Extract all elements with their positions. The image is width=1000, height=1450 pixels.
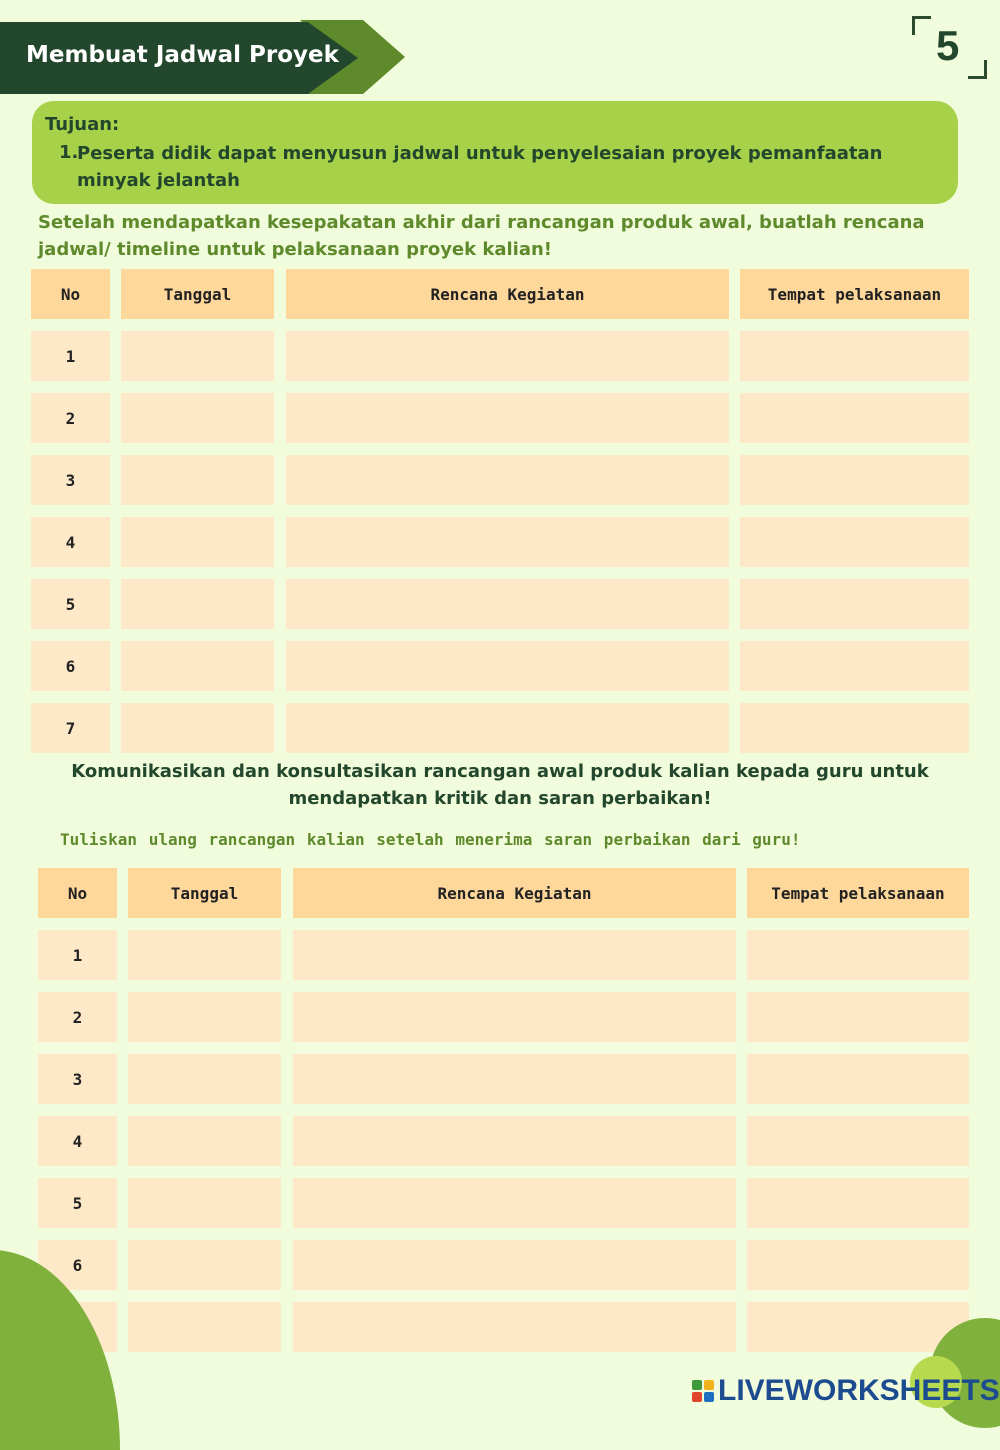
row-number-cell: 1: [38, 930, 117, 980]
table-header-cell: Tempat pelaksanaan: [747, 868, 969, 918]
tempat-input-cell[interactable]: [747, 1240, 969, 1290]
goal-item-text: Peserta didik dapat menyusun jadwal untuk penyelesaian proyek pemanfaatan minyak jelantah: [77, 143, 883, 191]
tanggal-input-cell[interactable]: [128, 1116, 281, 1166]
tanggal-input-cell[interactable]: [128, 1178, 281, 1228]
instruction-text: Setelah mendapatkan kesepakatan akhir dari rancangan produk awal, buatlah rencana jadwal/ timeline untuk pelaksanaan proyek kalian!: [38, 212, 925, 260]
tanggal-input-cell[interactable]: [121, 703, 274, 753]
row-number-cell: 4: [38, 1116, 117, 1166]
goal-title: Tujuan:: [45, 114, 120, 135]
table-header-cell: Tempat pelaksanaan: [740, 269, 969, 319]
tanggal-input-cell[interactable]: [121, 517, 274, 567]
tanggal-input-cell[interactable]: [121, 641, 274, 691]
row-number-cell: 6: [38, 1240, 117, 1290]
tempat-input-cell[interactable]: [740, 393, 969, 443]
goal-item-number: 1.: [59, 142, 79, 163]
row-number-cell: 3: [31, 455, 110, 505]
kegiatan-input-cell[interactable]: [286, 393, 729, 443]
kegiatan-input-cell[interactable]: [293, 1054, 736, 1104]
tanggal-input-cell[interactable]: [128, 1302, 281, 1352]
table-header-cell: Rencana Kegiatan: [293, 868, 736, 918]
tanggal-input-cell[interactable]: [121, 331, 274, 381]
tempat-input-cell[interactable]: [747, 1178, 969, 1228]
tempat-input-cell[interactable]: [747, 1302, 969, 1352]
corner-bracket-bottom-right: [968, 60, 987, 79]
tanggal-input-cell[interactable]: [128, 930, 281, 980]
kegiatan-input-cell[interactable]: [286, 331, 729, 381]
tanggal-input-cell[interactable]: [121, 393, 274, 443]
liveworksheets-logo[interactable]: [692, 1374, 1000, 1408]
tanggal-input-cell[interactable]: [121, 455, 274, 505]
kegiatan-input-cell[interactable]: [286, 517, 729, 567]
row-number-cell: 5: [38, 1178, 117, 1228]
row-number-cell: 3: [38, 1054, 117, 1104]
kegiatan-input-cell[interactable]: [293, 1116, 736, 1166]
kegiatan-input-cell[interactable]: [286, 641, 729, 691]
kegiatan-input-cell[interactable]: [286, 703, 729, 753]
table-header-cell: Tanggal: [121, 269, 274, 319]
tempat-input-cell[interactable]: [747, 992, 969, 1042]
tempat-input-cell[interactable]: [740, 331, 969, 381]
kegiatan-input-cell[interactable]: [293, 930, 736, 980]
tempat-input-cell[interactable]: [740, 641, 969, 691]
row-number-cell: 2: [31, 393, 110, 443]
tempat-input-cell[interactable]: [747, 1054, 969, 1104]
kegiatan-input-cell[interactable]: [293, 1178, 736, 1228]
tempat-input-cell[interactable]: [740, 703, 969, 753]
row-number-cell: 1: [31, 331, 110, 381]
logo-icon: [692, 1380, 714, 1402]
consult-text: Komunikasikan dan konsultasikan rancangan awal produk kalian kepada guru untuk mendapatkan kritik dan saran perbaikan!: [71, 761, 929, 809]
table-header-cell: Tanggal: [128, 868, 281, 918]
tanggal-input-cell[interactable]: [128, 1240, 281, 1290]
kegiatan-input-cell[interactable]: [293, 1302, 736, 1352]
tanggal-input-cell[interactable]: [121, 579, 274, 629]
row-number-cell: 4: [31, 517, 110, 567]
logo-text: LIVEWORKSHEETS: [718, 1374, 1000, 1407]
row-number-cell: 6: [31, 641, 110, 691]
table-header-cell: No: [38, 868, 117, 918]
tanggal-input-cell[interactable]: [128, 992, 281, 1042]
tempat-input-cell[interactable]: [740, 579, 969, 629]
row-number-cell: 2: [38, 992, 117, 1042]
row-number-cell: 5: [31, 579, 110, 629]
tempat-input-cell[interactable]: [747, 1116, 969, 1166]
page-number: 5: [936, 22, 960, 69]
tempat-input-cell[interactable]: [740, 517, 969, 567]
kegiatan-input-cell[interactable]: [293, 992, 736, 1042]
kegiatan-input-cell[interactable]: [286, 455, 729, 505]
tanggal-input-cell[interactable]: [128, 1054, 281, 1104]
rewrite-instruction: Tuliskan ulang rancangan kalian setelah menerima saran perbaikan dari guru!: [60, 830, 801, 849]
tempat-input-cell[interactable]: [747, 930, 969, 980]
kegiatan-input-cell[interactable]: [286, 579, 729, 629]
table-header-cell: No: [31, 269, 110, 319]
tempat-input-cell[interactable]: [740, 455, 969, 505]
row-number-cell: 7: [31, 703, 110, 753]
kegiatan-input-cell[interactable]: [293, 1240, 736, 1290]
corner-bracket-top-left: [912, 16, 931, 35]
page-title: Membuat Jadwal Proyek: [26, 42, 339, 68]
table-header-cell: Rencana Kegiatan: [286, 269, 729, 319]
